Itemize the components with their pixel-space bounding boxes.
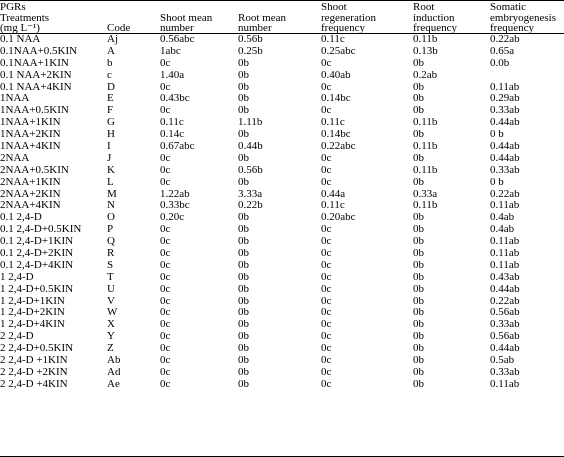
shoot-regeneration-cell: 0.11c [321, 33, 345, 45]
treatment-cell: 0.1 2,4-D+2KIN [0, 247, 74, 260]
code-cell: Y [107, 330, 115, 343]
somatic-embryogenesis-cell: 0.44ab [490, 140, 520, 153]
table-row [0, 177, 564, 189]
root-mean-cell: 0.22b [238, 199, 263, 212]
treatment-cell: 0.1NAA+1KIN [0, 56, 69, 69]
shoot-regeneration-cell: 0c [321, 318, 332, 331]
code-cell: X [107, 318, 115, 331]
root-mean-cell: 0b [238, 175, 249, 188]
root-mean-cell: 0b [238, 92, 249, 105]
shoot-mean-cell: 0c [160, 247, 171, 260]
table-row [0, 236, 564, 248]
shoot-regeneration-cell: 0.11c [321, 116, 345, 129]
shoot-regeneration-cell: 0c [321, 163, 332, 176]
table-row [0, 343, 564, 355]
root-induction-cell: 0.2ab [413, 68, 438, 81]
code-cell: A [107, 44, 115, 57]
code-cell: Ab [107, 354, 121, 367]
treatment-cell: 0.1 NAA+2KIN [0, 68, 72, 81]
header-line: PGRs [0, 1, 26, 13]
shoot-regeneration-cell: 0c [321, 258, 332, 271]
treatment-cell: 2 2,4-D +4KIN [0, 377, 68, 390]
table-row [0, 58, 564, 70]
root-induction-cell: 0b [413, 258, 424, 271]
code-cell: G [107, 116, 115, 129]
root-induction-cell: 0b [413, 342, 424, 355]
shoot-mean-cell: 0c [160, 377, 171, 390]
shoot-mean-cell: 0c [160, 318, 171, 331]
root-mean-cell: 0b [238, 235, 249, 248]
code-cell: b [107, 56, 113, 69]
root-induction-cell: 0.33a [413, 187, 438, 200]
root-induction-cell: 0b [413, 354, 424, 367]
root-mean-cell: 0b [238, 68, 249, 81]
root-mean-cell: 0b [238, 365, 249, 378]
somatic-embryogenesis-cell: 0 b [490, 128, 504, 141]
somatic-embryogenesis-cell: 0.56ab [490, 306, 520, 319]
shoot-mean-cell: 0c [160, 258, 171, 271]
table-top-rule [0, 0, 564, 1]
table-row [0, 129, 564, 141]
somatic-embryogenesis-cell: 0.33ab [490, 104, 520, 117]
root-induction-cell: 0.11b [413, 140, 438, 153]
root-mean-cell: 0b [238, 80, 249, 93]
table-row [0, 189, 564, 201]
header-treatments [0, 2, 49, 34]
somatic-embryogenesis-cell: 0 b [490, 175, 504, 188]
table-row [0, 34, 564, 46]
treatment-cell: 0.1 NAA [0, 33, 41, 45]
shoot-regeneration-cell: 0c [321, 330, 332, 343]
root-induction-cell: 0b [413, 104, 424, 117]
root-mean-cell: 0b [238, 377, 249, 390]
treatment-cell: 1 2,4-D+4KIN [0, 318, 65, 331]
header-line: number [160, 22, 194, 34]
shoot-regeneration-cell: 0c [321, 270, 332, 283]
somatic-embryogenesis-cell: 0.56ab [490, 330, 520, 343]
somatic-embryogenesis-cell: 0.11ab [490, 235, 520, 248]
root-mean-cell: 0b [238, 104, 249, 117]
root-mean-cell: 0.56b [238, 163, 263, 176]
shoot-mean-cell: 0c [160, 270, 171, 283]
table-row [0, 272, 564, 284]
somatic-embryogenesis-cell: 0.43ab [490, 270, 520, 283]
code-cell: F [107, 104, 114, 117]
header-line: Somatic [490, 1, 527, 13]
shoot-mean-cell: 0c [160, 365, 171, 378]
somatic-embryogenesis-cell: 0.11ab [490, 258, 520, 271]
root-induction-cell: 0b [413, 56, 424, 69]
code-cell: Q [107, 235, 115, 248]
shoot-mean-cell: 0c [160, 235, 171, 248]
root-mean-cell: 3.33a [238, 187, 263, 200]
shoot-mean-cell: 0.67abc [160, 140, 195, 153]
shoot-regeneration-cell: 0c [321, 306, 332, 319]
root-mean-cell: 0b [238, 282, 249, 295]
root-induction-cell: 0b [413, 282, 424, 295]
root-induction-cell: 0b [413, 306, 424, 319]
treatment-cell: 2 2,4-D [0, 330, 34, 343]
root-mean-cell: 0b [238, 294, 249, 307]
table-row [0, 46, 564, 58]
header-line: Root [413, 1, 435, 13]
somatic-embryogenesis-cell: 0.44ab [490, 282, 520, 295]
code-cell: V [107, 294, 115, 307]
table-row [0, 284, 564, 296]
shoot-mean-cell: 0c [160, 282, 171, 295]
somatic-embryogenesis-cell: 0.44ab [490, 151, 520, 164]
shoot-regeneration-cell: 0c [321, 223, 332, 236]
code-cell: I [107, 140, 111, 153]
root-induction-cell: 0b [413, 128, 424, 141]
header-line: (mg L⁻¹) [0, 22, 40, 34]
shoot-regeneration-cell: 0c [321, 247, 332, 260]
code-cell: R [107, 247, 115, 260]
somatic-embryogenesis-cell: 0.11ab [490, 80, 520, 93]
header-line: frequency [490, 22, 534, 34]
code-cell: U [107, 282, 115, 295]
shoot-regeneration-cell: 0c [321, 294, 332, 307]
somatic-embryogenesis-cell: 0.11ab [490, 199, 520, 212]
root-induction-cell: 0b [413, 223, 424, 236]
root-mean-cell: 0b [238, 247, 249, 260]
table-row [0, 153, 564, 165]
root-induction-cell: 0b [413, 80, 424, 93]
shoot-mean-cell: 1.40a [160, 68, 185, 81]
treatment-cell: 2NAA [0, 151, 30, 164]
shoot-regeneration-cell: 0c [321, 104, 332, 117]
treatment-cell: 1 2,4-D+0.5KIN [0, 282, 74, 295]
treatment-cell: 0.1NAA+0.5KIN [0, 44, 78, 57]
code-cell: c [107, 68, 112, 81]
header-somatic-embryogenesis [490, 2, 556, 34]
code-cell: J [107, 151, 112, 164]
table-row [0, 141, 564, 153]
root-mean-cell: 1.11b [238, 116, 263, 129]
shoot-regeneration-cell: 0.11c [321, 199, 345, 212]
shoot-regeneration-cell: 0c [321, 282, 332, 295]
table-row [0, 70, 564, 82]
shoot-regeneration-cell: 0c [321, 175, 332, 188]
header-line: Treatments [0, 11, 50, 24]
code-cell: T [107, 270, 114, 283]
shoot-mean-cell: 0.11c [160, 116, 184, 129]
root-induction-cell: 0b [413, 151, 424, 164]
table-row [0, 117, 564, 129]
root-mean-cell: 0b [238, 211, 249, 224]
root-induction-cell: 0b [413, 377, 424, 390]
shoot-mean-cell: 0c [160, 80, 171, 93]
shoot-regeneration-cell: 0c [321, 354, 332, 367]
somatic-embryogenesis-cell: 0.44ab [490, 342, 520, 355]
root-induction-cell: 0.13b [413, 44, 438, 57]
root-mean-cell: 0b [238, 151, 249, 164]
root-mean-cell: 0.44b [238, 140, 263, 153]
shoot-regeneration-cell: 0c [321, 80, 332, 93]
shoot-mean-cell: 0.43bc [160, 92, 190, 105]
treatment-cell: 1NAA [0, 92, 30, 105]
root-mean-cell: 0.25b [238, 44, 263, 57]
root-mean-cell: 0b [238, 128, 249, 141]
table-row [0, 212, 564, 224]
treatment-cell: 1NAA+1KIN [0, 116, 61, 129]
root-induction-cell: 0.11b [413, 163, 438, 176]
somatic-embryogenesis-cell: 0.11ab [490, 377, 520, 390]
treatment-cell: 2NAA+0.5KIN [0, 163, 69, 176]
root-induction-cell: 0b [413, 235, 424, 248]
code-cell: W [107, 306, 118, 319]
root-induction-cell: 0b [413, 92, 424, 105]
somatic-embryogenesis-cell: 0.33ab [490, 365, 520, 378]
root-mean-cell: 0b [238, 318, 249, 331]
shoot-regeneration-cell: 0.14bc [321, 128, 351, 141]
shoot-mean-cell: 0c [160, 330, 171, 343]
treatment-cell: 2 2,4-D+0.5KIN [0, 342, 74, 355]
table-row [0, 165, 564, 177]
table-row [0, 331, 564, 343]
root-induction-cell: 0.11b [413, 116, 438, 129]
shoot-mean-cell: 1.22ab [160, 187, 190, 200]
code-cell: Ae [107, 377, 120, 390]
shoot-mean-cell: 0c [160, 306, 171, 319]
table-row [0, 296, 564, 308]
table-row [0, 355, 564, 367]
shoot-mean-cell: 0c [160, 163, 171, 176]
header-line: frequency [413, 22, 457, 34]
somatic-embryogenesis-cell: 0.29ab [490, 92, 520, 105]
shoot-mean-cell: 0c [160, 56, 171, 69]
root-induction-cell: 0b [413, 211, 424, 224]
shoot-regeneration-cell: 0.40ab [321, 68, 351, 81]
shoot-mean-cell: 0c [160, 354, 171, 367]
shoot-mean-cell: 0.14c [160, 128, 185, 141]
treatment-cell: 2NAA+2KIN [0, 187, 61, 200]
code-cell: O [107, 211, 115, 224]
root-mean-cell: 0b [238, 330, 249, 343]
shoot-regeneration-cell: 0.20abc [321, 211, 356, 224]
somatic-embryogenesis-cell: 0.44ab [490, 116, 520, 129]
treatment-cell: 1NAA+2KIN [0, 128, 61, 141]
header-root-mean [238, 13, 286, 34]
somatic-embryogenesis-cell: 0.33ab [490, 163, 520, 176]
somatic-embryogenesis-cell: 0.22ab [490, 187, 520, 200]
shoot-regeneration-cell: 0.22abc [321, 140, 356, 153]
shoot-regeneration-cell: 0c [321, 56, 332, 69]
treatment-cell: 1NAA+4KIN [0, 140, 61, 153]
table-row [0, 367, 564, 379]
table-row [0, 82, 564, 94]
header-line: embryogenesis [490, 11, 556, 24]
treatment-cell: 0.1 2,4-D [0, 211, 42, 224]
treatment-cell: 2NAA+1KIN [0, 175, 61, 188]
table-row [0, 379, 564, 391]
table-row [0, 200, 564, 212]
code-cell: Z [107, 342, 114, 355]
shoot-regeneration-cell: 0.14bc [321, 92, 351, 105]
header-code [107, 23, 130, 34]
shoot-mean-cell: 0c [160, 151, 171, 164]
root-induction-cell: 0b [413, 365, 424, 378]
root-mean-cell: 0b [238, 354, 249, 367]
header-line: Shoot [321, 1, 347, 13]
shoot-mean-cell: 0c [160, 223, 171, 236]
root-mean-cell: 0b [238, 306, 249, 319]
header-line: frequency [321, 22, 365, 34]
somatic-embryogenesis-cell: 0.22ab [490, 294, 520, 307]
header-line: Shoot mean [160, 11, 213, 24]
root-mean-cell: 0b [238, 258, 249, 271]
root-induction-cell: 0.11b [413, 33, 438, 45]
code-cell: Ad [107, 365, 121, 378]
header-line: number [238, 22, 272, 34]
root-induction-cell: 0b [413, 270, 424, 283]
root-induction-cell: 0.11b [413, 199, 438, 212]
code-cell: K [107, 163, 115, 176]
table-row [0, 224, 564, 236]
shoot-regeneration-cell: 0c [321, 151, 332, 164]
shoot-mean-cell: 1abc [160, 44, 181, 57]
shoot-mean-cell: 0c [160, 104, 171, 117]
table-row [0, 307, 564, 319]
root-mean-cell: 0.56b [238, 33, 263, 45]
root-mean-cell: 0b [238, 56, 249, 69]
header-line: regeneration [321, 11, 376, 24]
shoot-regeneration-cell: 0.44a [321, 187, 346, 200]
table-row [0, 93, 564, 105]
treatment-cell: 1 2,4-D [0, 270, 34, 283]
somatic-embryogenesis-cell: 0.65a [490, 44, 515, 57]
shoot-mean-cell: 0.20c [160, 211, 185, 224]
shoot-mean-cell: 0.56abc [160, 33, 195, 45]
somatic-embryogenesis-cell: 0.0b [490, 56, 510, 69]
somatic-embryogenesis-cell: 0.4ab [490, 211, 515, 224]
table-row [0, 105, 564, 117]
treatment-cell: 0.1 2,4-D+0.5KIN [0, 223, 82, 236]
shoot-mean-cell: 0c [160, 342, 171, 355]
code-cell: L [107, 175, 114, 188]
table-row [0, 248, 564, 260]
root-induction-cell: 0b [413, 330, 424, 343]
code-cell: E [107, 92, 114, 105]
code-cell: H [107, 128, 115, 141]
treatment-cell: 0.1 2,4-D+4KIN [0, 258, 74, 271]
shoot-regeneration-cell: 0c [321, 377, 332, 390]
treatment-cell: 1NAA+0.5KIN [0, 104, 69, 117]
root-induction-cell: 0b [413, 247, 424, 260]
somatic-embryogenesis-cell: 0.11ab [490, 247, 520, 260]
shoot-mean-cell: 0.33bc [160, 199, 190, 212]
shoot-mean-cell: 0c [160, 294, 171, 307]
shoot-regeneration-cell: 0c [321, 342, 332, 355]
treatment-cell: 2 2,4-D +1KIN [0, 354, 68, 367]
treatment-cell: 2 2,4-D +2KIN [0, 365, 68, 378]
header-root-induction [413, 2, 457, 34]
somatic-embryogenesis-cell: 0.5ab [490, 354, 515, 367]
shoot-regeneration-cell: 0c [321, 235, 332, 248]
root-induction-cell: 0b [413, 318, 424, 331]
root-induction-cell: 0b [413, 175, 424, 188]
root-mean-cell: 0b [238, 223, 249, 236]
header-shoot-mean [160, 13, 212, 34]
code-cell: Aj [107, 33, 118, 45]
somatic-embryogenesis-cell: 0.4ab [490, 223, 515, 236]
treatment-cell: 1 2,4-D+2KIN [0, 306, 65, 319]
code-cell: S [107, 258, 114, 271]
treatment-cell: 0.1 2,4-D+1KIN [0, 235, 74, 248]
treatment-cell: 1 2,4-D+1KIN [0, 294, 65, 307]
root-mean-cell: 0b [238, 342, 249, 355]
table-body [0, 34, 564, 391]
somatic-embryogenesis-cell: 0.33ab [490, 318, 520, 331]
table-row [0, 319, 564, 331]
header-line: Root mean [238, 11, 286, 24]
treatment-cell: 2NAA+4KIN [0, 199, 61, 212]
treatment-cell: 0.1 NAA+4KIN [0, 80, 72, 93]
table-row [0, 260, 564, 272]
root-mean-cell: 0b [238, 270, 249, 283]
header-line: Code [107, 22, 131, 34]
code-cell: M [107, 187, 117, 200]
root-induction-cell: 0b [413, 294, 424, 307]
header-line: induction [413, 11, 455, 24]
shoot-regeneration-cell: 0c [321, 365, 332, 378]
header-shoot-regeneration [321, 2, 376, 34]
code-cell: D [107, 80, 115, 93]
shoot-regeneration-cell: 0.25abc [321, 44, 356, 57]
code-cell: N [107, 199, 115, 212]
code-cell: P [107, 223, 114, 236]
shoot-mean-cell: 0c [160, 175, 171, 188]
somatic-embryogenesis-cell: 0.22ab [490, 33, 520, 45]
